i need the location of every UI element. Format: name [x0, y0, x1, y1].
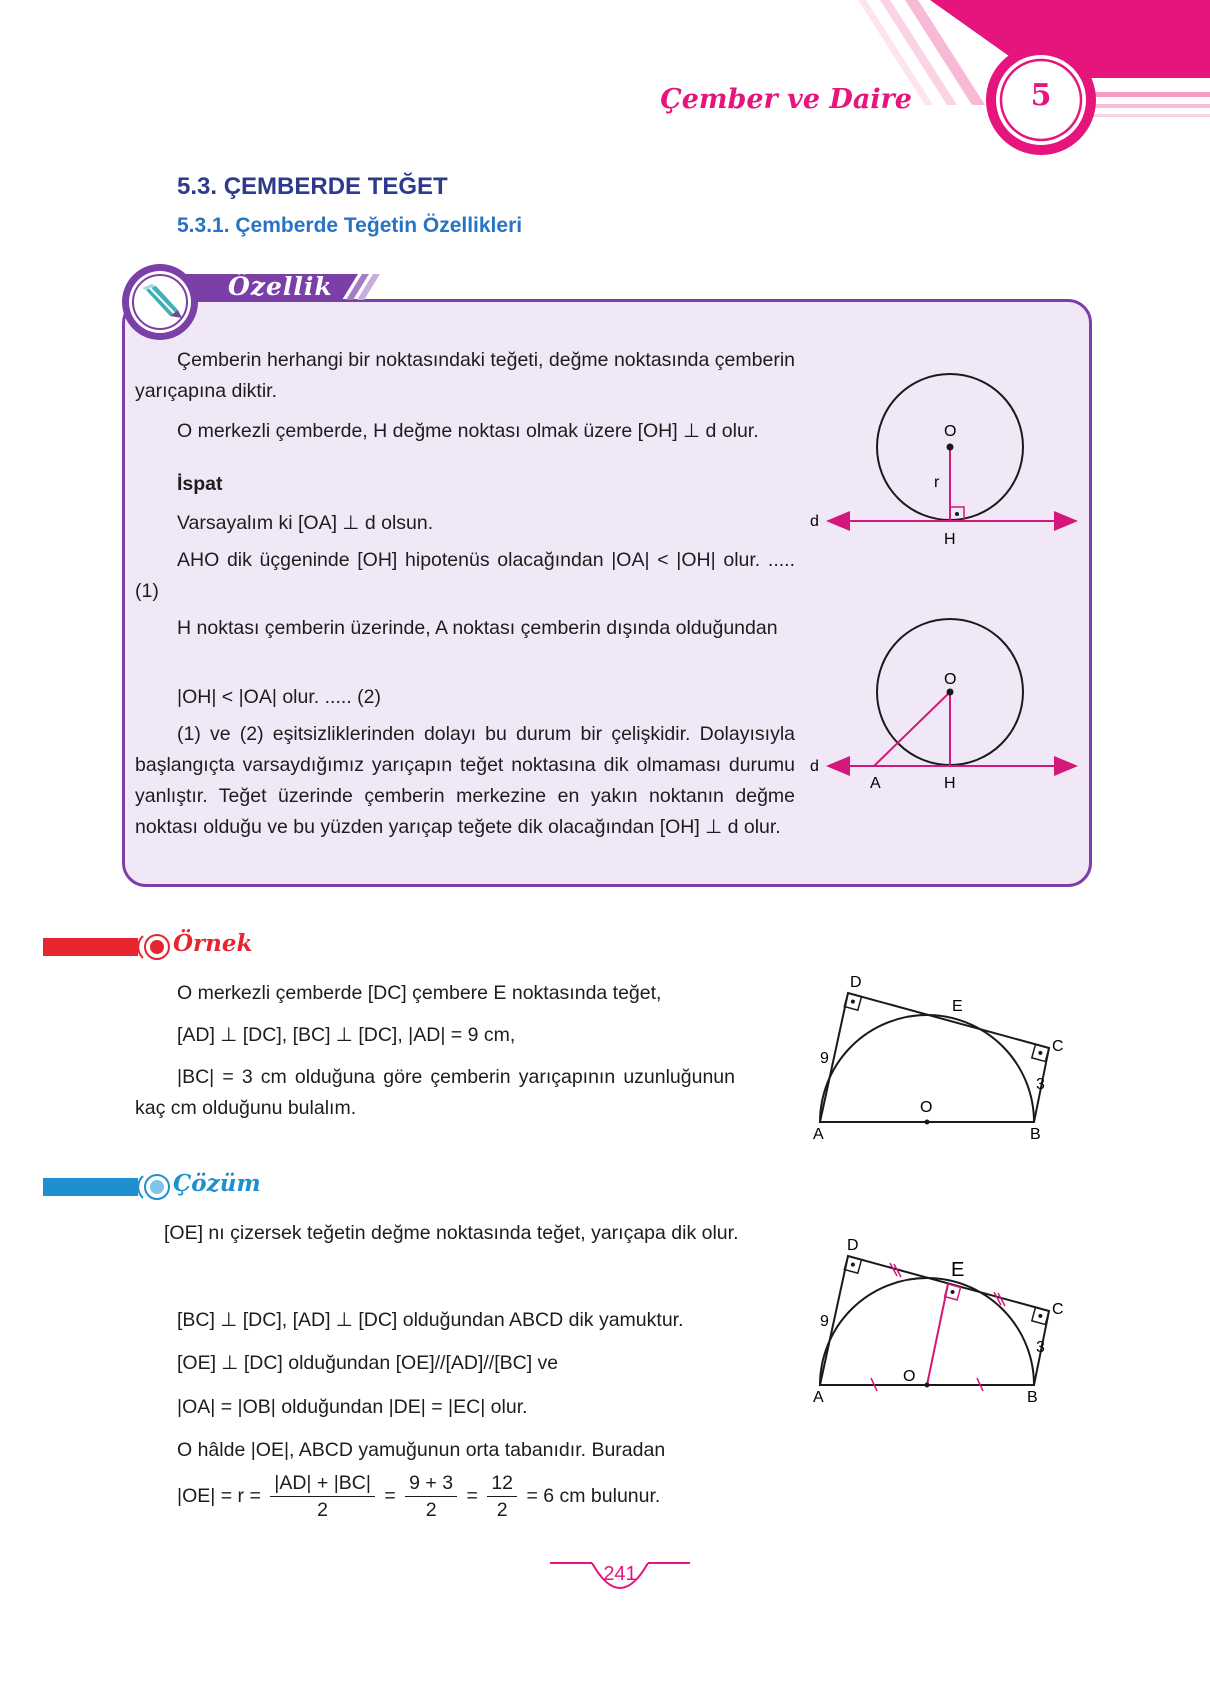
fraction-2-denominator: 2	[425, 1499, 437, 1521]
example-label-c: C	[1052, 1038, 1064, 1055]
page-number: 241	[603, 1563, 637, 1585]
fraction-3-numerator: 12	[487, 1470, 517, 1497]
ornek-banner	[43, 932, 173, 962]
solution-text-3: [OE] ⊥ [DC] olduğundan [OE]//[AD]//[BC] ve	[177, 1352, 559, 1374]
formula-eq-1: =	[384, 1485, 396, 1507]
section-title: 5.3. ÇEMBERDE TEĞET	[177, 173, 448, 200]
chapter-title: Çember ve Daire	[660, 84, 912, 115]
formula-eq-2: =	[466, 1485, 478, 1507]
solution-label-bc: 3	[1036, 1339, 1045, 1356]
cozum-label: Çözüm	[173, 1170, 261, 1197]
solution-label-c: C	[1052, 1301, 1064, 1318]
proof-text-2: AHO dik üçgeninde [OH] hipotenüs olacağından |OA| < |OH| olur. ..... (1)	[135, 549, 795, 602]
fig1-label-r: r	[934, 474, 940, 491]
proof-text-5: (1) ve (2) eşitsizliklerinden dolayı bu durum bir çelişkidir. Dolayısıyla başlangıçta varsaydığımız yarıçapın teğet noktasına dik olmaması durumu yanlıştır. Teğet üzerinde çemberin merkezine en yakın noktanın değme noktası olduğu ve bu yüzden yarıçap teğete dik olacağından [OH] ⊥ d olur.	[135, 723, 795, 838]
solution-label-o: O	[903, 1368, 916, 1385]
solution-label-d: D	[847, 1237, 859, 1254]
fraction-3-denominator: 2	[496, 1499, 508, 1521]
tangent-figure-1	[810, 365, 1090, 560]
solution-text-5: O hâlde |OE|, ABCD yamuğunun orta tabanıdır. Buradan	[177, 1439, 666, 1461]
solution-text-2: [BC] ⊥ [DC], [AD] ⊥ [DC] olduğundan ABCD dik yamuktur.	[177, 1309, 684, 1331]
chapter-number: 5	[1030, 78, 1052, 113]
property-text-1: Çemberin herhangi bir noktasındaki teğeti, değme noktasında çemberin yarıçapına diktir.	[135, 349, 795, 402]
proof-text-3: H noktası çemberin üzerinde, A noktası çemberin dışında olduğundan	[177, 617, 778, 639]
formula-lhs: |OE| = r =	[177, 1485, 261, 1507]
example-label-b: B	[1030, 1126, 1041, 1143]
property-text-2: O merkezli çemberde, H değme noktası olmak üzere [OH] ⊥ d olur.	[177, 420, 759, 442]
formula-fraction-1	[270, 1470, 375, 1523]
example-label-ad: 9	[820, 1050, 829, 1067]
example-label-a: A	[813, 1126, 824, 1143]
fraction-1-numerator: |AD| + |BC|	[270, 1470, 375, 1497]
example-text-1: O merkezli çemberde [DC] çembere E noktasında teğet,	[177, 982, 662, 1004]
example-figure	[805, 965, 1075, 1150]
solution-text-1: [OE] nı çizersek teğetin değme noktasında teğet, yarıçapa dik olur.	[164, 1222, 739, 1244]
solution-label-b: B	[1027, 1389, 1038, 1406]
cozum-banner	[43, 1172, 173, 1202]
ozellik-label: Özellik	[228, 272, 333, 301]
solution-label-ad: 9	[820, 1313, 829, 1330]
formula-tail: = 6 cm bulunur.	[526, 1485, 661, 1507]
solution-text-4: |OA| = |OB| olduğundan |DE| = |EC| olur.	[177, 1396, 528, 1418]
fig1-label-h: H	[944, 531, 956, 548]
solution-figure	[805, 1228, 1075, 1413]
example-label-bc: 3	[1036, 1076, 1045, 1093]
proof-title: İspat	[177, 473, 223, 495]
example-label-e: E	[952, 998, 963, 1015]
formula-fraction-2	[405, 1470, 457, 1523]
solution-label-e: E	[951, 1259, 965, 1281]
proof-text-1: Varsayalım ki [OA] ⊥ d olsun.	[177, 512, 434, 534]
fraction-1-denominator: 2	[317, 1499, 329, 1521]
fig2-label-a: A	[870, 775, 881, 792]
fig2-label-o: O	[944, 671, 957, 688]
fig1-label-d: d	[810, 513, 819, 530]
example-label-d: D	[850, 974, 862, 991]
ornek-label: Örnek	[173, 930, 253, 957]
fig1-label-o: O	[944, 423, 957, 440]
solution-formula	[177, 1470, 660, 1523]
example-label-o: O	[920, 1099, 933, 1116]
example-text-2: [AD] ⊥ [DC], [BC] ⊥ [DC], |AD| = 9 cm,	[177, 1024, 516, 1046]
example-text-3: |BC| = 3 cm olduğuna göre çemberin yarıçapının uzunluğunun kaç cm olduğunu bulalım.	[135, 1066, 735, 1119]
formula-fraction-3	[487, 1470, 517, 1523]
tangent-figure-2	[810, 610, 1090, 800]
fig2-label-d: d	[810, 758, 819, 775]
pencil-icon	[134, 282, 186, 322]
fig2-label-h: H	[944, 775, 956, 792]
proof-text-4: |OH| < |OA| olur. ..... (2)	[177, 686, 381, 708]
subsection-title: 5.3.1. Çemberde Teğetin Özellikleri	[177, 214, 523, 237]
solution-label-a: A	[813, 1389, 824, 1406]
fraction-2-numerator: 9 + 3	[405, 1470, 457, 1497]
